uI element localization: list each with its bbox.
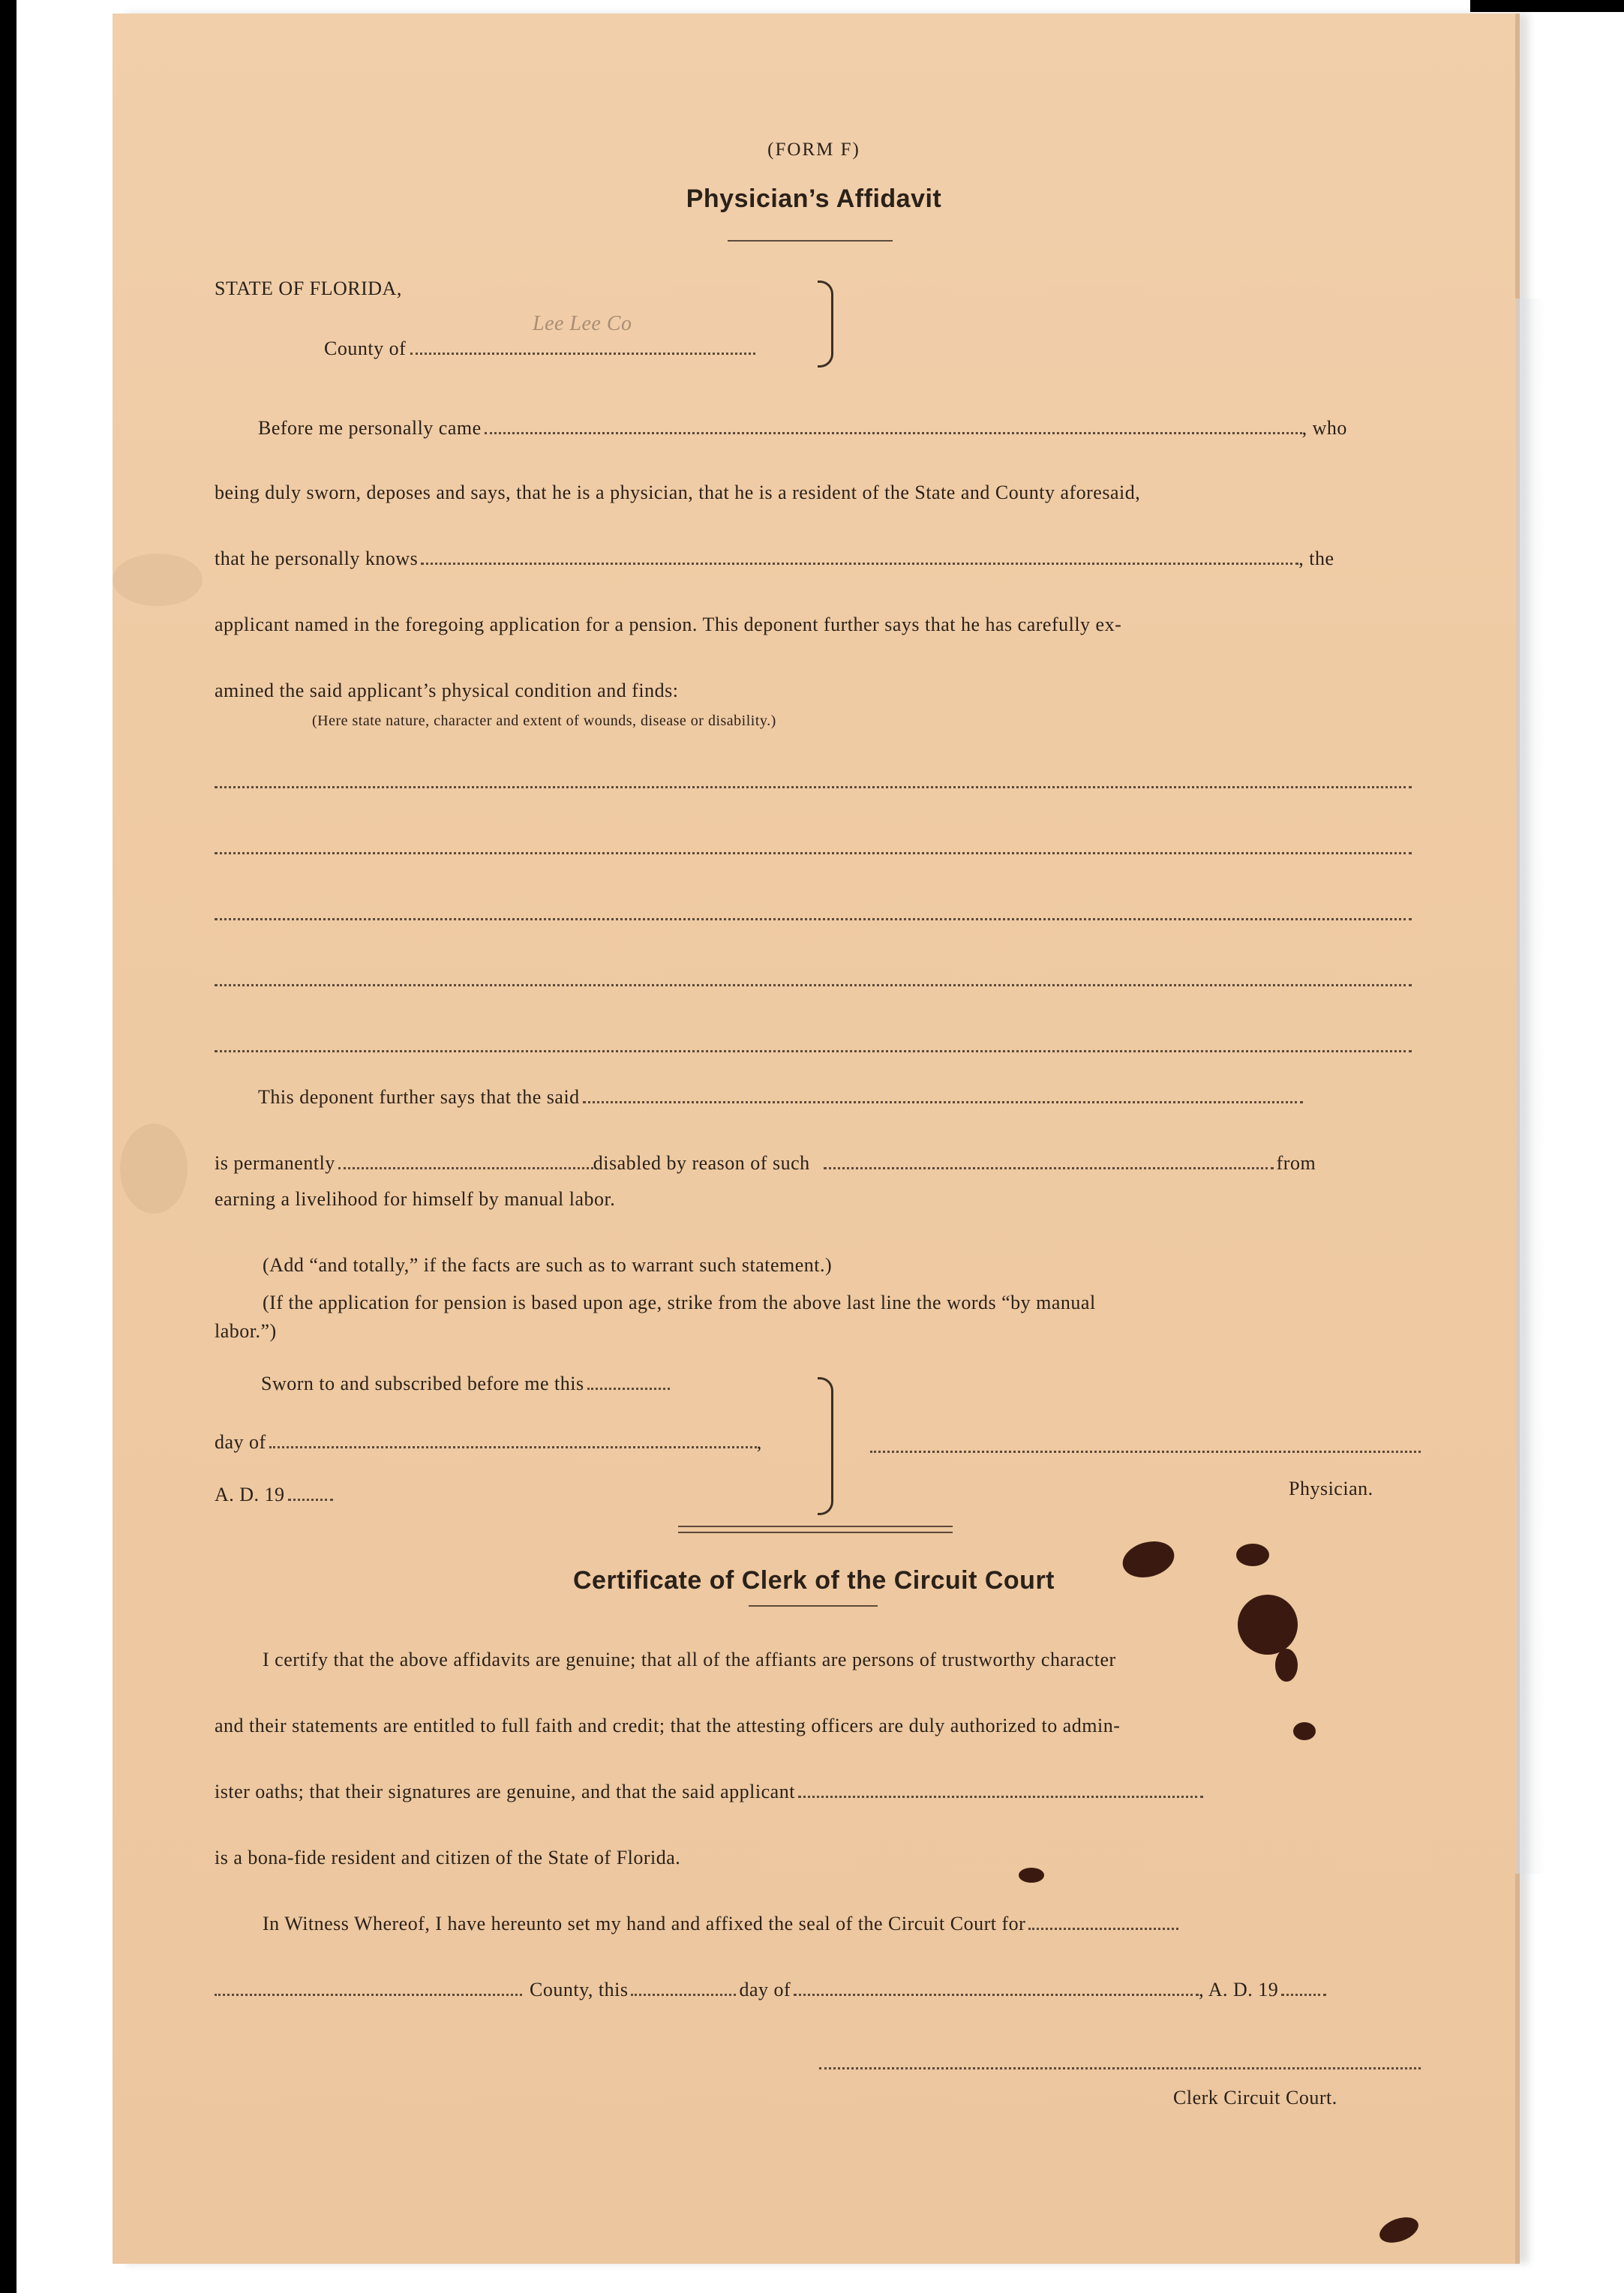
cert-month-blank[interactable] (794, 1990, 1199, 1996)
cert-year-blank[interactable] (1281, 1990, 1326, 1996)
affiant-name-blank[interactable] (485, 428, 1302, 434)
form-label: (FORM F) (767, 140, 860, 160)
certificate-line-5: In Witness Whereof, I have hereunto set my hand and affixed the seal of the Circuit Court for (263, 1913, 1178, 1935)
affidavit-line-1: Before me personally came , who (258, 417, 1347, 439)
cause-blank[interactable] (824, 1163, 1274, 1169)
cert-day-blank[interactable] (631, 1990, 736, 1996)
jurat-brace (818, 1377, 833, 1515)
ink-blot (1236, 1544, 1269, 1566)
scan-border-top (1470, 0, 1624, 12)
affidavit-note: (Here state nature, character and extent of wounds, disease or disability.) (312, 713, 776, 729)
certificate-title: Certificate of Clerk of the Circuit Court (572, 1566, 1055, 1595)
affidavit-sheet (113, 14, 1515, 2264)
degree-blank[interactable] (338, 1163, 593, 1169)
county-blank[interactable] (410, 349, 755, 355)
paper-stain (113, 554, 203, 606)
section-rule (678, 1526, 953, 1527)
applicant-said-blank[interactable] (583, 1097, 1303, 1103)
title-rule (728, 240, 893, 242)
jurat-year-blank[interactable] (288, 1495, 333, 1501)
ink-blot (1376, 2213, 1421, 2248)
paper-stain (120, 1124, 188, 1214)
certificate-line-1: I certify that the above affidavits are genuine; that all of the affiants are persons of trustworthy character (263, 1649, 1116, 1670)
jurat-month-blank[interactable] (269, 1442, 757, 1448)
section-rule (678, 1532, 953, 1533)
cert-circuit-blank[interactable] (1028, 1924, 1178, 1930)
ink-blot (1238, 1595, 1298, 1655)
findings-blank-line[interactable] (215, 1050, 1412, 1052)
clerk-signature-line[interactable] (819, 2067, 1421, 2069)
affidavit-line-4: applicant named in the foregoing application for a pension. This deponent further says that he has carefully ex- (215, 614, 1122, 635)
physician-signature-line[interactable] (870, 1451, 1421, 1453)
instruction-age-b: labor.”) (215, 1320, 277, 1342)
physician-label: Physician. (1289, 1478, 1373, 1499)
jurat-day-of: day of , (215, 1431, 762, 1453)
affidavit-line-5: amined the said applicant’s physical condition and finds: (215, 680, 679, 701)
jurat-year: A. D. 19 (215, 1484, 333, 1506)
findings-blank-line[interactable] (215, 984, 1412, 986)
venue-state: STATE OF FLORIDA, (215, 278, 402, 299)
affidavit-line-6: This deponent further says that the said (258, 1086, 1303, 1109)
county-handwriting: Lee Lee Co (533, 312, 632, 335)
clerk-label: Clerk Circuit Court. (1173, 2087, 1337, 2108)
instruction-totally: (Add “and totally,” if the facts are such as to warrant such statement.) (263, 1254, 833, 1276)
affidavit-line-7: is permanently disabled by reason of such from (215, 1152, 1316, 1174)
affidavit-line-3: that he personally knows , the (215, 548, 1334, 569)
jurat-sworn: Sworn to and subscribed before me this (261, 1373, 670, 1395)
cert-applicant-blank[interactable] (798, 1792, 1203, 1798)
instruction-age-a: (If the application for pension is based upon age, strike from the above last line the words “by manual (263, 1292, 1096, 1313)
affidavit-line-8: earning a livelihood for himself by manual labor. (215, 1188, 616, 1210)
cert-county-blank[interactable] (215, 1990, 522, 1996)
certificate-line-2: and their statements are entitled to full faith and credit; that the attesting officers are duly authorized to admin- (215, 1715, 1121, 1736)
venue-county-label: County of (324, 338, 755, 360)
jurat-day-blank[interactable] (587, 1384, 670, 1390)
ink-blot (1293, 1722, 1316, 1740)
venue-brace (818, 281, 833, 368)
findings-blank-line[interactable] (215, 852, 1412, 854)
certificate-line-3: ister oaths; that their signatures are genuine, and that the said applicant (215, 1781, 1203, 1803)
ink-blot (1275, 1649, 1298, 1682)
page-title: Physician’s Affidavit (686, 185, 942, 213)
certificate-rule (749, 1605, 878, 1607)
scan-border-left (0, 0, 17, 2293)
affidavit-line-2: being duly sworn, deposes and says, that he is a physician, that he is a resident of the State and County aforesaid, (215, 482, 1141, 503)
applicant-name-blank[interactable] (421, 559, 1298, 565)
certificate-line-4: is a bona-fide resident and citizen of the State of Florida. (215, 1847, 681, 1868)
ink-blot (1019, 1868, 1044, 1883)
certificate-line-6: County, this day of , A. D. 19 (215, 1979, 1326, 2001)
findings-blank-line[interactable] (215, 918, 1412, 920)
findings-blank-line[interactable] (215, 786, 1412, 788)
